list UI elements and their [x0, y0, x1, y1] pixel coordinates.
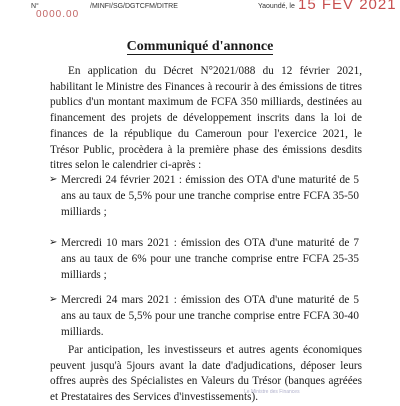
arrow-bullet-icon: ➢	[49, 174, 58, 185]
date-stamp: 15 FEV 2021	[298, 0, 397, 13]
intro-paragraph: En application du Décret N°2021/088 du 12 février 2021, habilitant le Ministre des Finances à recourir à des émissions de titres publics d'un montant maximum de FCFA 350 milliards, destinées au financement des projets de développement inscrits dans la loi de finances de la république du Cameroun pour l'exercice 2021, le Trésor Public, procèdera à la première phase des émissions desdits titres selon le calendrier ci-après :	[50, 65, 362, 172]
reference-code: /MINFI/SG/DGTCFM/DITRE	[90, 3, 178, 10]
schedule-item	[49, 172, 359, 220]
schedule-item-text: Mercredi 10 mars 2021 : émission des OTA d'une maturité de 7 ans au taux de 6% pour une tranche comprise entre FCFA 25-35 milliards ;	[61, 237, 359, 281]
reference-number-stamp: 0000.00	[36, 9, 80, 20]
schedule-item-text: Mercredi 24 mars 2021 : émission des OTA d'une maturité de 5 ans au taux de 5,5% pour une tranche comprise entre FCFA 30-40 milliards.	[61, 294, 359, 338]
document-title	[0, 39, 400, 55]
schedule-item	[49, 292, 359, 340]
title-text: Communiqué d'annonce	[126, 39, 274, 54]
signature-stamp: Le Ministre des Finances	[244, 389, 300, 395]
closing-paragraph: Par anticipation, les investisseurs et autres agents économiques peuvent jusqu'à 5jours avant la date d'adjudications, déposer leurs offres auprès des Spécialistes en Valeurs du Trésor (banques agréées et Prestataires des Services d'investissements).	[50, 344, 362, 404]
letterhead	[0, 0, 400, 24]
arrow-bullet-icon: ➢	[49, 237, 58, 248]
schedule-item	[49, 235, 359, 283]
reference-number-label: N°	[31, 3, 39, 10]
place-date-label: Yaoundé, le	[258, 3, 295, 10]
schedule-item-text: Mercredi 24 février 2021 : émission des OTA d'une maturité de 5 ans au taux de 5,5% pour une tranche comprise entre FCFA 35-50 milliards ;	[61, 174, 359, 218]
arrow-bullet-icon: ➢	[49, 294, 58, 305]
